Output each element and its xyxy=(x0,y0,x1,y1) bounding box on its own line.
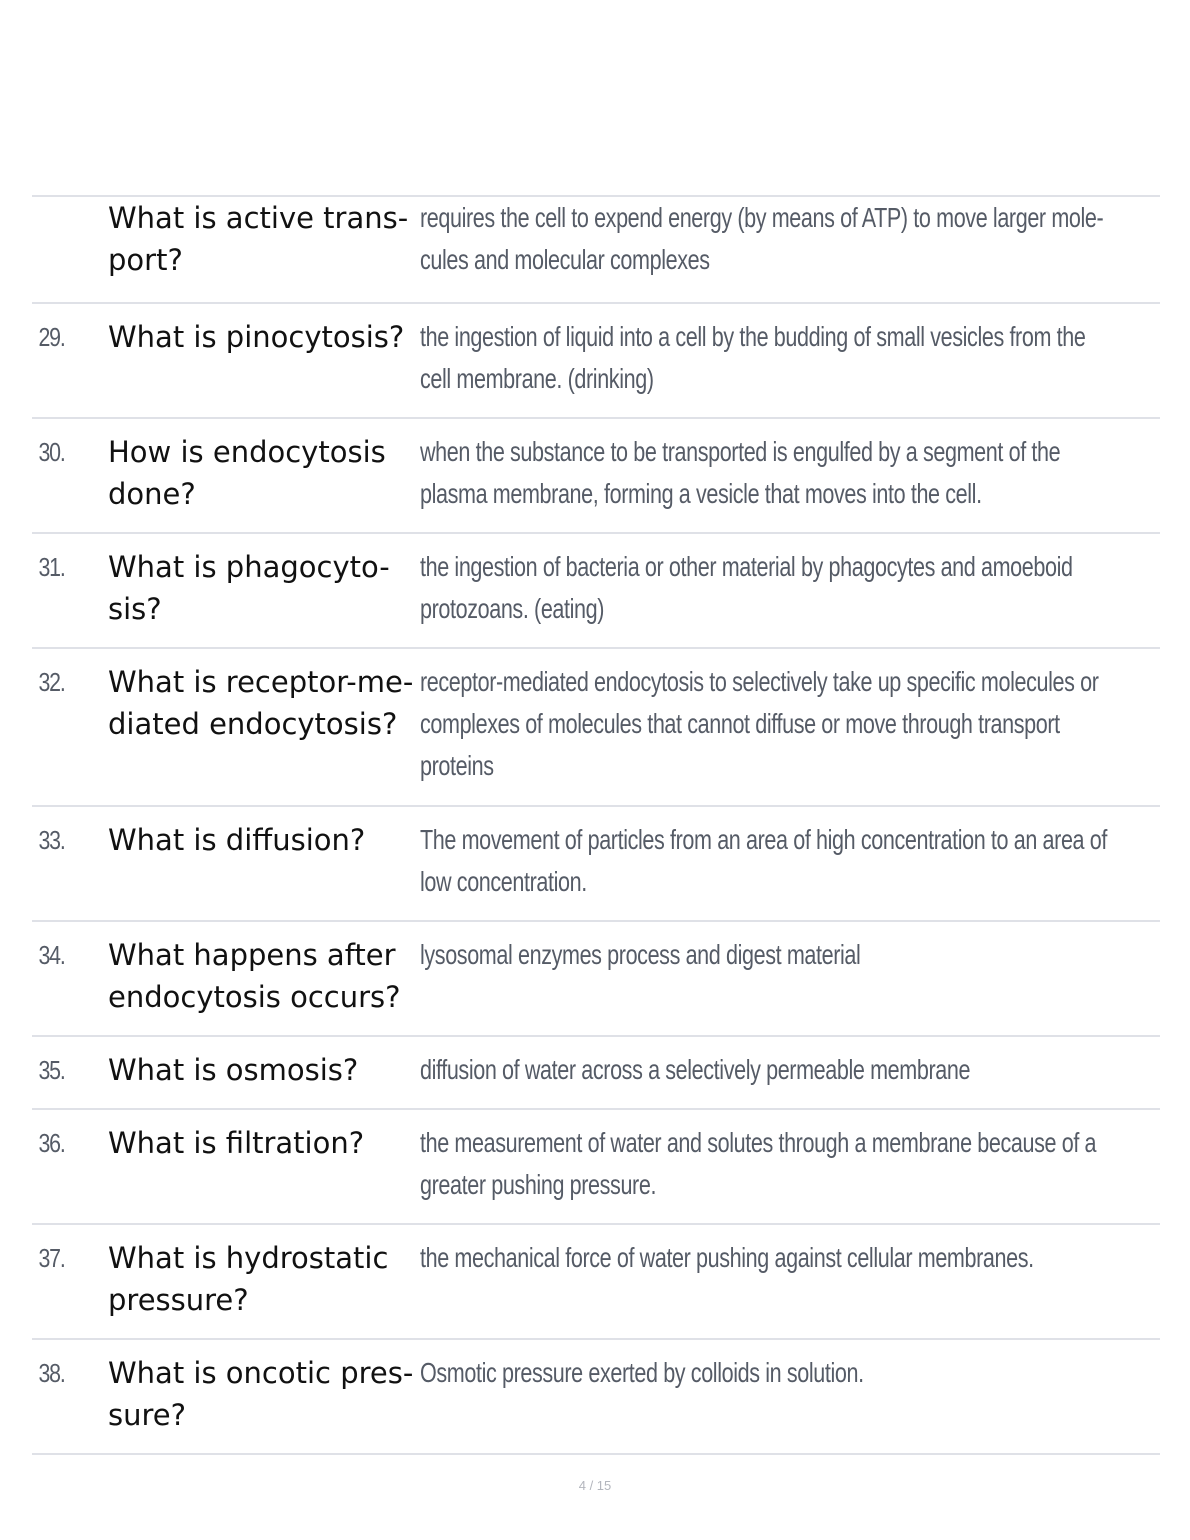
card-number: 32. xyxy=(38,667,65,697)
card-question: What happens after endocytosis occurs? xyxy=(108,938,401,1014)
card-question: How is endocytosis done? xyxy=(108,435,386,511)
flashcard-row xyxy=(32,419,1160,534)
flashcard-row xyxy=(32,1110,1160,1225)
card-question: What is hydrostatic pressure? xyxy=(108,1241,389,1317)
card-question: What is receptor-me- diated endocytosis? xyxy=(108,665,414,741)
card-number: 36. xyxy=(38,1128,65,1158)
card-answer: the mechanical force of water pushing against cellular membranes. xyxy=(420,1242,1034,1273)
card-number: 33. xyxy=(38,825,65,855)
card-number: 37. xyxy=(38,1243,65,1273)
flashcard-row xyxy=(32,649,1160,807)
card-number: 30. xyxy=(38,437,65,467)
card-answer: requires the cell to expend energy (by means of ATP) to move larger mole- cules and molecular complexes xyxy=(420,202,1104,275)
card-question: What is osmosis? xyxy=(108,1053,359,1087)
card-answer: The movement of particles from an area of high concentration to an area of low concentration. xyxy=(420,824,1107,897)
card-question: What is active trans- port? xyxy=(108,201,409,277)
card-answer: Osmotic pressure exerted by colloids in solution. xyxy=(420,1357,864,1388)
flashcard-row xyxy=(32,807,1160,922)
card-answer: the ingestion of bacteria or other material by phagocytes and amoeboid protozoans. (eating) xyxy=(420,551,1073,624)
page-indicator: 4 / 15 xyxy=(578,1478,612,1493)
flashcard-row xyxy=(32,1340,1160,1455)
card-question: What is oncotic pres- sure? xyxy=(108,1356,414,1432)
flashcard-row xyxy=(32,197,1160,304)
card-number: 34. xyxy=(38,940,65,970)
card-answer: diffusion of water across a selectively permeable membrane xyxy=(420,1054,971,1085)
card-question: What is diffusion? xyxy=(108,823,366,857)
flashcard-list xyxy=(32,195,1160,1455)
card-answer: the ingestion of liquid into a cell by the budding of small vesicles from the cell membrane. (drinking) xyxy=(420,321,1086,394)
flashcard-row xyxy=(32,304,1160,419)
card-question: What is phagocyto- sis? xyxy=(108,550,390,626)
flashcard-row xyxy=(32,1225,1160,1340)
card-answer: the measurement of water and solutes through a membrane because of a greater pushing pressure. xyxy=(420,1127,1097,1200)
card-number: 29. xyxy=(38,322,65,352)
card-question: What is pinocytosis? xyxy=(108,320,405,354)
flashcard-row xyxy=(32,922,1160,1037)
card-answer: lysosomal enzymes process and digest material xyxy=(420,939,861,970)
card-number: 38. xyxy=(38,1358,65,1388)
flashcard-row xyxy=(32,534,1160,649)
flashcard-row xyxy=(32,1037,1160,1110)
card-number: 35. xyxy=(38,1055,65,1085)
card-answer: when the substance to be transported is engulfed by a segment of the plasma membrane, forming a vesicle that moves into the cell. xyxy=(420,436,1061,509)
card-answer: receptor-mediated endocytosis to selectively take up specific molecules or complexes of molecules that cannot diffuse or move through transport proteins xyxy=(420,666,1099,781)
card-number: 31. xyxy=(38,552,65,582)
card-number xyxy=(32,197,94,302)
card-question: What is filtration? xyxy=(108,1126,365,1160)
